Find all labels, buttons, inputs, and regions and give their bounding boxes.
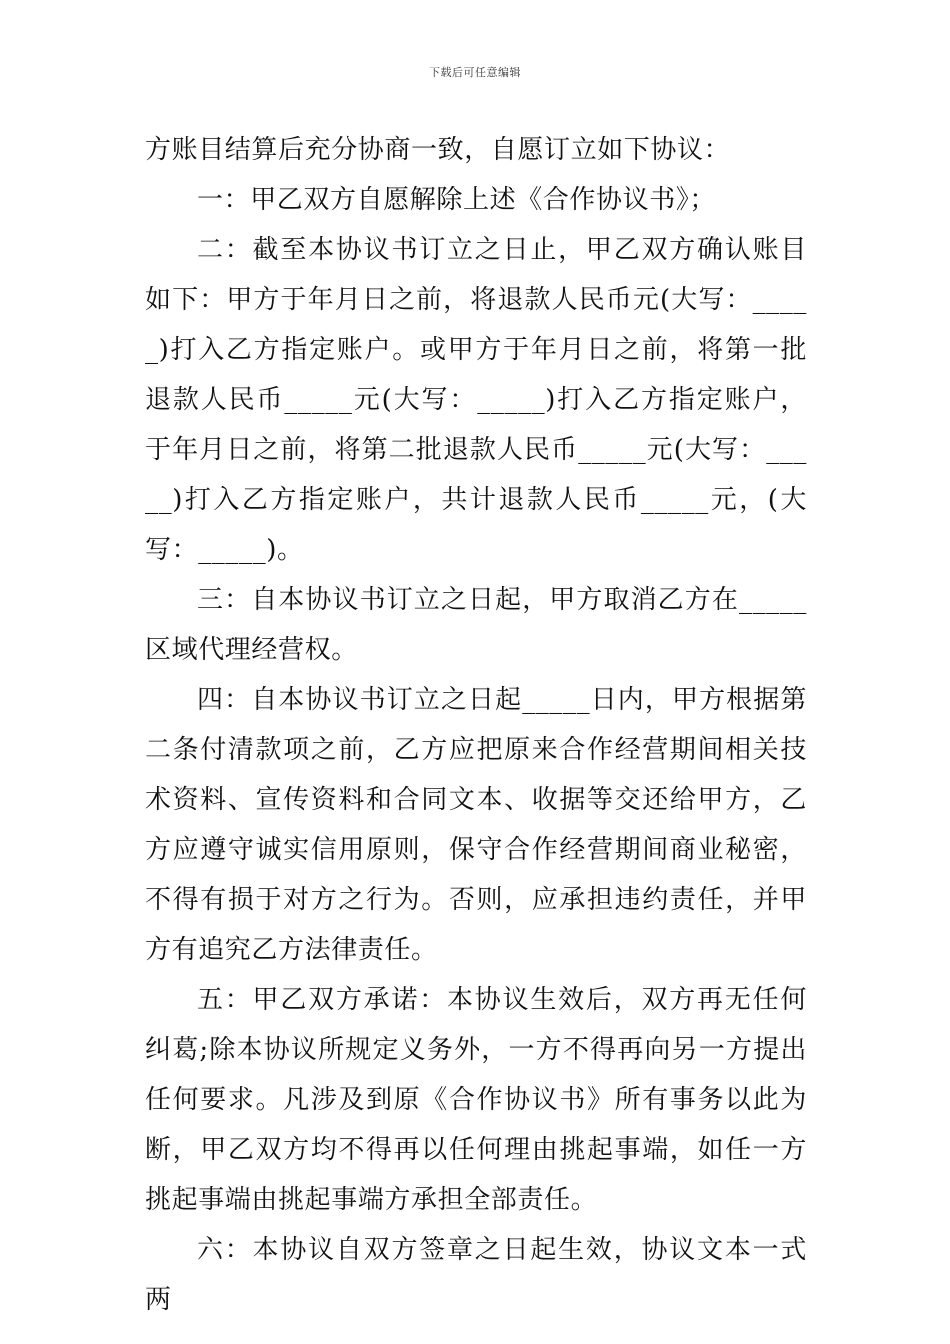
paragraph-clause-6: 六：本协议自双方签章之日起生效，协议文本一式两 <box>145 1235 807 1315</box>
document-body <box>145 125 807 1325</box>
page-header-note: 下载后可任意编辑 <box>429 66 521 79</box>
paragraph-clause-3: 三：自本协议书订立之日起，甲方取消乙方在_____区域代理经营权。 <box>145 585 807 665</box>
paragraph-clause-4: 四：自本协议书订立之日起_____日内，甲方根据第二条付清款项之前，乙方应把原来合作经营期间相关技术资料、宣传资料和合同文本、收据等交还给甲方，乙方应遵守诚实信用原则，保守合作经营期间商业秘密，不得有损于对方之行为。否则，应承担违约责任，并甲方有追究乙方法律责任。 <box>145 685 807 965</box>
paragraph-clause-5: 五：甲乙双方承诺：本协议生效后，双方再无任何纠葛;除本协议所规定义务外，一方不得再向另一方提出任何要求。凡涉及到原《合作协议书》所有事务以此为断，甲乙双方均不得再以任何理由挑起事端，如任一方挑起事端由挑起事端方承担全部责任。 <box>145 985 807 1215</box>
paragraph-clause-1: 一：甲乙双方自愿解除上述《合作协议书》； <box>197 185 717 215</box>
paragraph-clause-2: 二：截至本协议书订立之日止，甲乙双方确认账目如下：甲方于年月日之前，将退款人民币元(大写：_____)打入乙方指定账户。或甲方于年月日之前，将第一批退款人民币_____元(大写：_____)打入乙方指定账户，于年月日之前，将第二批退款人民币_____元(大写：_____)打入乙方指定账户，共计退款人民币_____元，(大写：_____)。 <box>145 235 807 565</box>
paragraph-preamble: 方账目结算后充分协商一致，自愿订立如下协议： <box>145 135 731 165</box>
